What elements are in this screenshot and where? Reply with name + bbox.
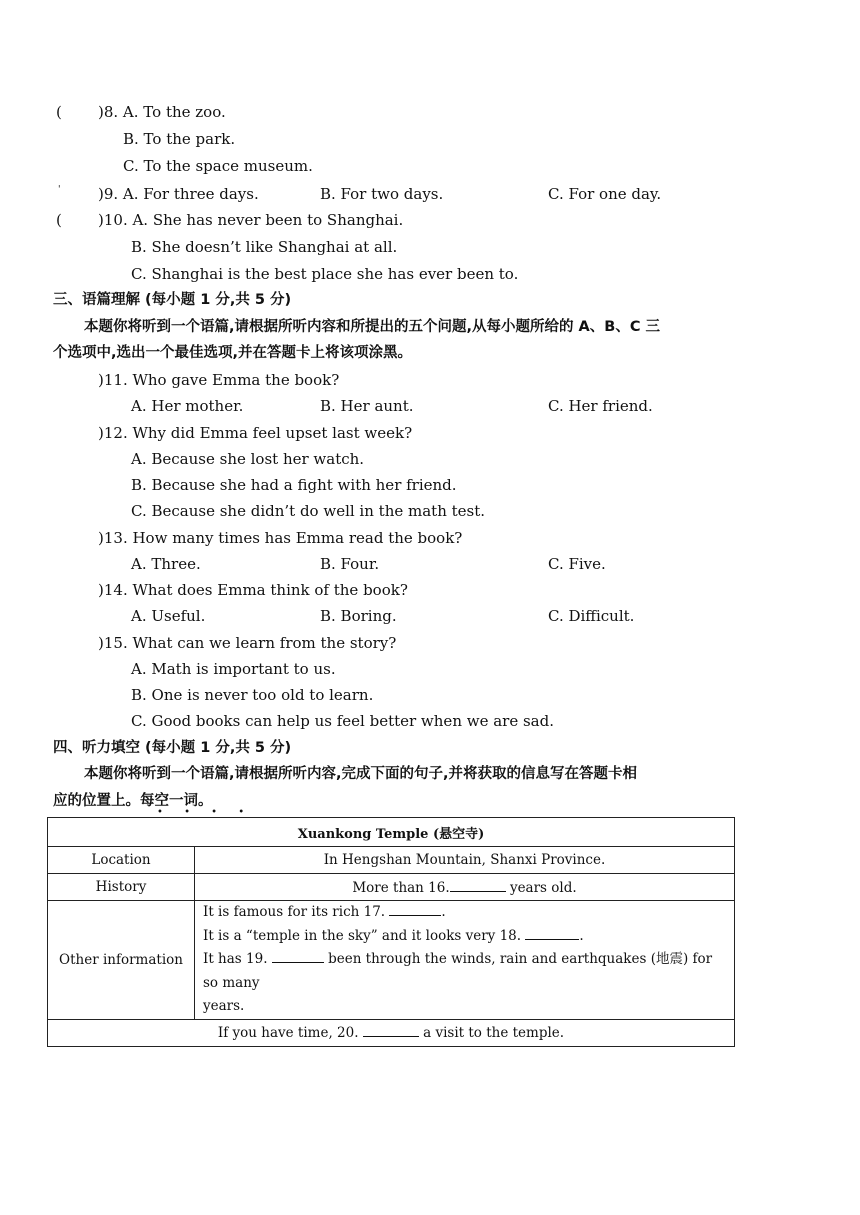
question-15-option-c: C. Good books can help us feel better when we are sad.	[131, 712, 554, 730]
question-12-option-c: C. Because she didn’t do well in the math test.	[131, 502, 486, 520]
question-8-option-b: B. To the park.	[123, 130, 236, 148]
question-11-option-c: C. Her friend.	[548, 397, 653, 415]
history-text-before: More than 16.	[352, 879, 450, 896]
table-row	[48, 901, 735, 1020]
question-13-option-c: C. Five.	[548, 555, 606, 573]
other-line-2-text: It is a “temple in the sky” and it looks very 18.	[203, 927, 522, 944]
location-label: Location	[48, 847, 195, 874]
question-9-stem: )9. A. For three days.	[98, 185, 259, 203]
section-4-instructions-line-2: 应的位置上。每空一词。	[53, 793, 213, 809]
question-8-stem: )8. A. To the zoo.	[98, 103, 226, 121]
other-info-value	[195, 901, 735, 1020]
answer-blank-17[interactable]	[389, 903, 441, 916]
question-14-option-a: A. Useful.	[131, 607, 206, 625]
history-text-after: years old.	[509, 879, 577, 896]
bracket-mark: '	[58, 185, 61, 195]
question-13-option-a: A. Three.	[131, 555, 201, 573]
question-8-option-c: C. To the space museum.	[123, 157, 313, 175]
other-line-3-end: been through the winds, rain and earthquakes (地震) for so many	[203, 951, 713, 991]
other-line-1-text: It is famous for its rich 17.	[203, 904, 386, 920]
other-line-2-end: .	[579, 927, 584, 944]
answer-blank-18[interactable]	[525, 927, 579, 940]
question-15-stem: )15. What can we learn from the story?	[98, 634, 397, 652]
answer-bracket: (	[56, 103, 62, 121]
question-13-option-b: B. Four.	[320, 555, 380, 573]
answer-blank-20[interactable]	[363, 1024, 419, 1037]
question-15-option-a: A. Math is important to us.	[131, 660, 336, 678]
table-row	[48, 874, 735, 901]
question-10-option-c: C. Shanghai is the best place she has ever been to.	[131, 265, 519, 283]
section-3-instructions-line-2: 个选项中,选出一个最佳选项,并在答题卡上将该项涂黑。	[53, 345, 413, 361]
question-11-option-b: B. Her aunt.	[320, 397, 414, 415]
history-label: History	[48, 874, 195, 901]
question-12-option-b: B. Because she had a fight with her friend.	[131, 476, 457, 494]
question-12-option-a: A. Because she lost her watch.	[131, 450, 365, 468]
question-14-option-b: B. Boring.	[320, 607, 397, 625]
location-value: In Hengshan Mountain, Shanxi Province.	[195, 847, 735, 874]
answer-bracket: (	[56, 211, 62, 229]
section-4-heading: 四、听力填空 (每小题 1 分,共 5 分)	[53, 740, 292, 756]
final-text-after: a visit to the temple.	[423, 1025, 565, 1041]
emphasis-dots: • • • •	[157, 807, 254, 818]
question-11-stem: )11. Who gave Emma the book?	[98, 371, 340, 389]
table-row	[48, 1019, 735, 1046]
question-10-stem: )10. A. She has never been to Shanghai.	[98, 211, 404, 229]
question-11-option-a: A. Her mother.	[131, 397, 244, 415]
question-9-option-b: B. For two days.	[320, 185, 444, 203]
final-text-before: If you have time, 20.	[217, 1025, 359, 1041]
temple-info-table	[47, 817, 735, 1047]
history-value	[195, 874, 735, 901]
final-row	[48, 1019, 735, 1046]
other-line-3-text: It has 19.	[203, 951, 268, 967]
other-line-4: years.	[203, 998, 245, 1014]
question-14-option-c: C. Difficult.	[548, 607, 635, 625]
question-12-stem: )12. Why did Emma feel upset last week?	[98, 424, 413, 442]
other-line-1-end: .	[441, 904, 446, 920]
section-3-heading: 三、语篇理解 (每小题 1 分,共 5 分)	[53, 292, 292, 308]
question-15-option-b: B. One is never too old to learn.	[131, 686, 374, 704]
answer-blank-19[interactable]	[272, 950, 324, 963]
other-info-label: Other information	[48, 901, 195, 1020]
table-title: Xuankong Temple (悬空寺)	[48, 818, 735, 847]
table-row	[48, 847, 735, 874]
section-4-instructions-line-1: 本题你将听到一个语篇,请根据所听内容,完成下面的句子,并将获取的信息写在答题卡相	[84, 766, 638, 782]
section-3-instructions-line-1: 本题你将听到一个语篇,请根据所听内容和所提出的五个问题,从每小题所给的 A、B、C 三	[84, 319, 661, 335]
question-10-option-b: B. She doesn’t like Shanghai at all.	[131, 238, 398, 256]
table-title-row	[48, 818, 735, 847]
answer-blank-16[interactable]	[450, 879, 506, 892]
question-14-stem: )14. What does Emma think of the book?	[98, 581, 408, 599]
question-13-stem: )13. How many times has Emma read the book?	[98, 529, 463, 547]
question-9-option-c: C. For one day.	[548, 185, 662, 203]
